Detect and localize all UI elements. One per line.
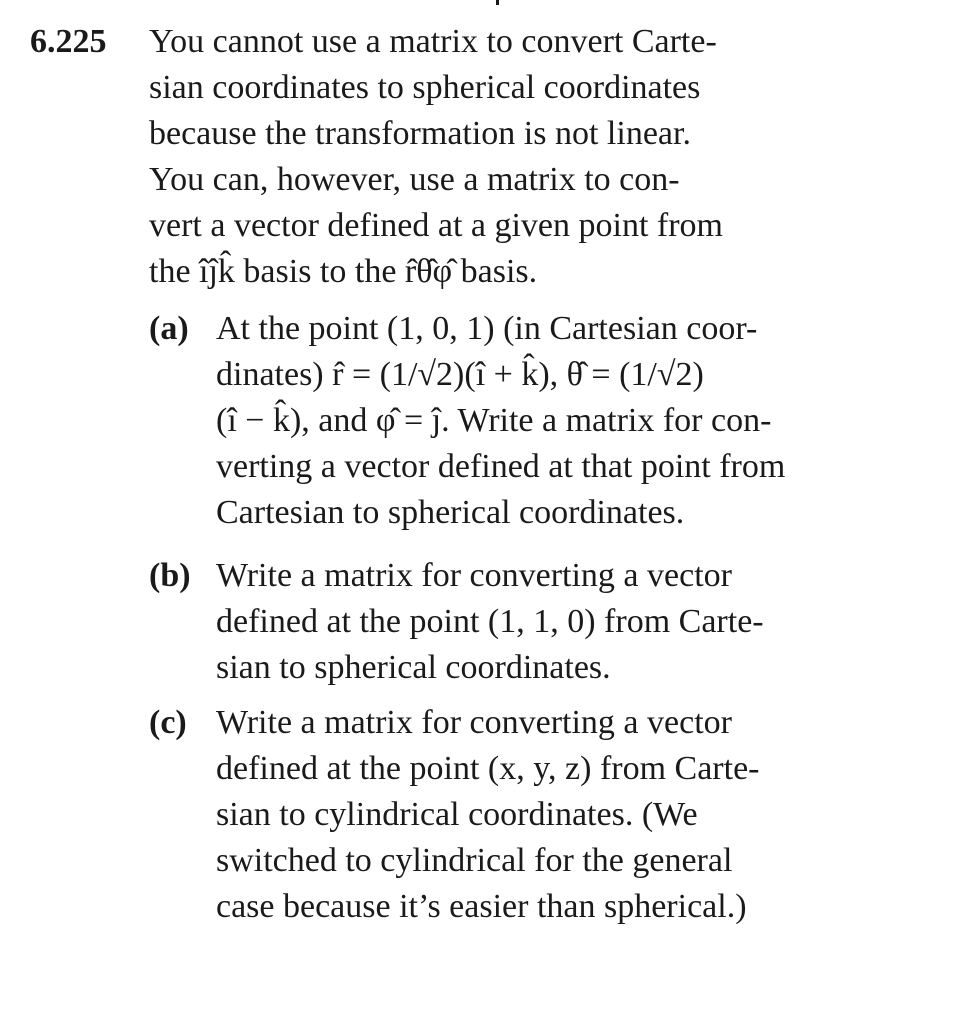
intro-line: because the transformation is not linear. [149, 115, 691, 152]
part-line: case because it’s easier than spherical.) [216, 888, 747, 925]
part-body [216, 700, 936, 930]
part-label: (a) [149, 310, 189, 347]
part-line: sian to spherical coordinates. [216, 649, 611, 686]
part-line: defined at the point (1, 1, 0) from Carte- [216, 603, 764, 640]
part-line: At the point (1, 0, 1) (in Cartesian coor- [216, 310, 758, 347]
intro-line: sian coordinates to spherical coordinates [149, 69, 701, 106]
intro-line: You can, however, use a matrix to con- [149, 161, 680, 198]
part-line: Write a matrix for converting a vector [216, 557, 732, 594]
part-line: switched to cylindrical for the general [216, 842, 733, 879]
problem-intro [149, 19, 949, 295]
part-body [216, 553, 936, 691]
part-line: defined at the point (x, y, z) from Carte- [216, 750, 760, 787]
part-line: Write a matrix for converting a vector [216, 704, 732, 741]
intro-line: You cannot use a matrix to convert Carte- [149, 23, 717, 60]
part-line: dinates) r̂ = (1/√2)(î + k̂), θ̂ = (1/√2) [216, 356, 704, 393]
part-label: (b) [149, 557, 191, 594]
part-line: (î − k̂), and φ̂ = ĵ. Write a matrix for con- [216, 402, 772, 439]
part-line: verting a vector defined at that point from [216, 448, 786, 485]
part-body [216, 306, 936, 536]
cropped-text-fragment [496, 0, 499, 5]
problem-number: 6.225 [30, 23, 107, 60]
intro-line: vert a vector defined at a given point from [149, 207, 723, 244]
part-line: Cartesian to spherical coordinates. [216, 494, 685, 531]
intro-line: the îĵk̂ basis to the r̂θ̂φ̂ basis. [149, 253, 538, 290]
part-label: (c) [149, 704, 187, 741]
part-line: sian to cylindrical coordinates. (We [216, 796, 698, 833]
